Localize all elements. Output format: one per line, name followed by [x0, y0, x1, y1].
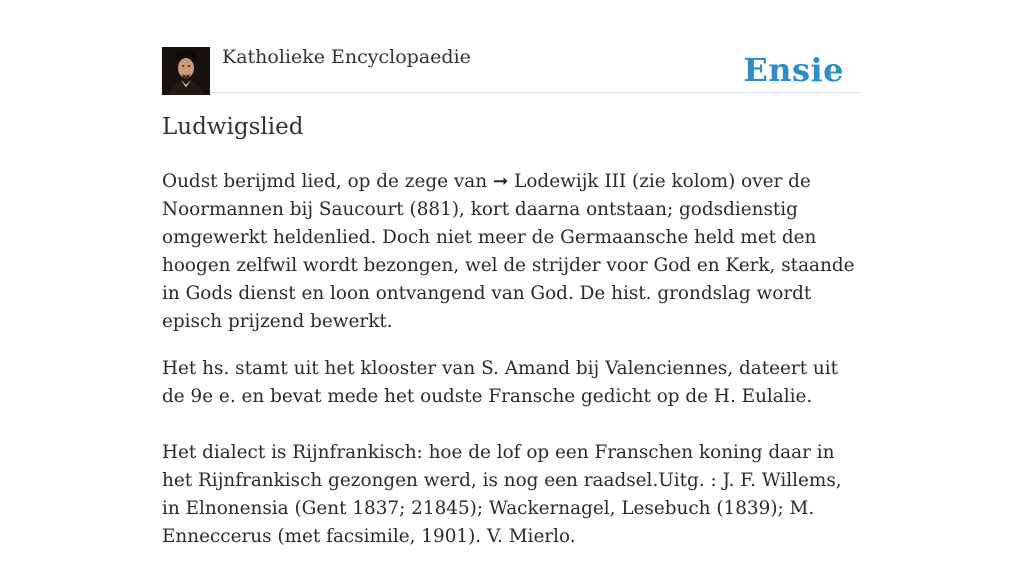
paragraph: Het dialect is Rijnfrankisch: hoe de lof op een Franschen koning daar in het Rijnfrankisch gezongen werd, is nog een raadsel.Uitg. : J. F. Willems, in Elnonensia (Gent 1837; 21845); Wackernagel, Lesebuch (1839); M. Enneccerus (met facsimile, 1901). V. Mierlo. [162, 442, 842, 547]
paragraph: Oudst berijmd lied, op de zege van ➞ Lodewijk III (zie kolom) over de Noormannen bij Saucourt (881), kort daarna ontstaan; godsdienstig omgewerkt heldenlied. Doch niet meer de Germaansche held met den hoogen zelfwil wordt bezongen, wel de strijder voor God en Kerk, staande in Gods dienst en loon ontvangend van God. De hist. grondslag wordt episch prijzend bewerkt. [162, 171, 855, 332]
portrait-avatar-icon[interactable] [162, 47, 210, 95]
ensie-logo[interactable]: Ensie [743, 51, 844, 89]
entry-content [162, 168, 862, 570]
header [162, 44, 862, 93]
paragraph: Het hs. stamt uit het klooster van S. Amand bij Valenciennes, dateert uit de 9e e. en bevat mede het oudste Fransche gedicht op de H. Eulalie. [162, 358, 839, 407]
source-title[interactable]: Katholieke Encyclopaedie [222, 46, 471, 68]
entry-title: Ludwigslied [162, 114, 304, 140]
